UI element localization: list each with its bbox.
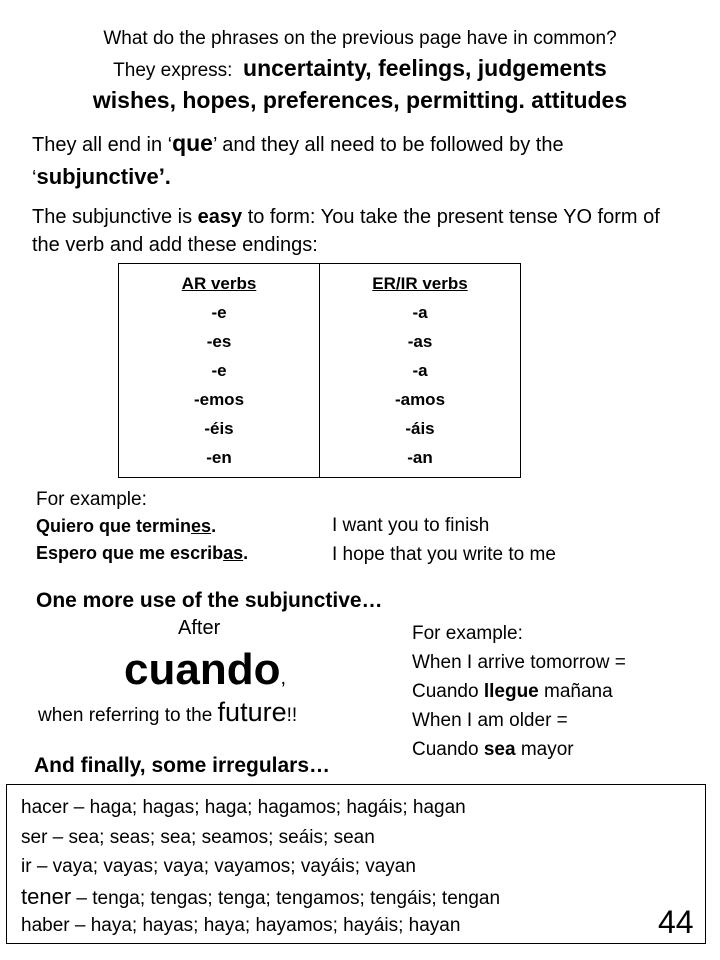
irregular-tener: [21, 882, 500, 912]
future-bang: !!: [286, 705, 298, 726]
example-heading: For example:: [36, 489, 147, 510]
tener-verb: tener: [21, 883, 72, 909]
express-list-1: uncertainty, feelings, judgements: [243, 55, 607, 81]
cuando-example-1-es: [412, 677, 626, 706]
ce2-verb: sea: [483, 739, 516, 760]
ex2-period: .: [243, 543, 249, 563]
ce2-a: Cuando: [412, 739, 484, 760]
cuando-heading: One more use of the subjunctive…: [36, 589, 383, 612]
cuando-example-1-en: When I arrive tomorrow =: [412, 652, 626, 673]
irregular-ser: ser – sea; seas; sea; seamos; seáis; sean: [21, 826, 375, 848]
endings-table: [118, 263, 521, 478]
ar-column: [119, 264, 319, 477]
ar-ending: -en: [206, 448, 232, 467]
ex1-stem: Quiero que termin: [36, 516, 192, 536]
ex2-ending: as: [223, 543, 244, 563]
er-ir-ending: -a: [412, 303, 428, 322]
er-ir-ending: -áis: [405, 419, 435, 438]
formation-part2: to form: You take the present tense YO form of the verb and add these endings:: [32, 206, 660, 256]
example-translation-1: I want you to finish: [332, 515, 490, 536]
example-spanish: [36, 513, 248, 567]
cuando-text: cuando: [124, 645, 281, 694]
ce2-c: mayor: [515, 739, 574, 760]
easy-word: easy: [197, 206, 243, 228]
er-ir-ending: -as: [407, 332, 433, 351]
irregulars-box: [6, 784, 706, 944]
formation-part1: The subjunctive is: [32, 206, 198, 228]
ce1-verb: llegue: [483, 681, 539, 702]
cuando-example-2-es: [412, 735, 626, 764]
question-line: What do the phrases on the previous page have in common?: [103, 28, 617, 49]
tener-forms: – tenga; tengas; tenga; tengamos; tengáis; tengan: [71, 887, 501, 909]
example-translation-2: I hope that you write to me: [332, 544, 556, 565]
que-note-part2: ’ and they all need to be followed by the ‘: [32, 134, 564, 189]
er-ir-ending: -an: [407, 448, 433, 467]
subjunctive-word: subjunctive’.: [36, 164, 171, 189]
ar-header: AR verbs: [181, 274, 257, 293]
ex1-ending: es: [191, 516, 212, 536]
ar-ending: -e: [211, 303, 227, 322]
que-note-part1: They all end in ‘: [32, 134, 173, 156]
formation-note: [32, 203, 692, 259]
que-word: que: [172, 130, 213, 156]
er-ir-header: ER/IR verbs: [372, 274, 468, 293]
cuando-example-2-en: When I am older =: [412, 710, 568, 731]
ex1-period: .: [211, 516, 217, 536]
irregular-haber: haber – haya; hayas; haya; hayamos; hayáis; hayan: [21, 915, 461, 936]
cuando-example-heading: For example:: [412, 623, 523, 644]
irregulars-heading: And finally, some irregulars…: [34, 754, 331, 777]
ce1-a: Cuando: [412, 681, 484, 702]
irregular-hacer: hacer – haga; hagas; haga; hagamos; hagáis; hagan: [21, 797, 466, 818]
ar-ending: -éis: [204, 419, 234, 438]
ar-ending: -emos: [193, 390, 245, 409]
future-prefix: when referring to the: [38, 705, 218, 726]
cuando-word: [124, 645, 286, 695]
future-note: [38, 697, 297, 728]
ce1-c: mañana: [538, 681, 613, 702]
irregular-ir: ir – vaya; vayas; vaya; vayamos; vayáis; vayan: [21, 856, 416, 877]
cuando-comma: ,: [280, 667, 287, 689]
er-ir-ending: -a: [412, 361, 428, 380]
express-list-2: wishes, hopes, preferences, permitting. attitudes: [92, 87, 628, 113]
ex2-stem: Espero que me escrib: [36, 543, 224, 563]
irregulars-list: [21, 793, 500, 941]
que-note: [32, 128, 682, 194]
express-prefix: They express:: [113, 60, 233, 81]
future-word: future: [217, 697, 287, 727]
er-ir-ending: -amos: [394, 390, 446, 409]
ar-ending: -e: [211, 361, 227, 380]
example-english: [332, 511, 556, 569]
example-sentence-2: [36, 540, 248, 567]
er-ir-column: [319, 264, 520, 477]
ar-ending: -es: [206, 332, 232, 351]
cuando-examples: [412, 619, 626, 764]
after-label: After: [178, 617, 221, 639]
page-number: 44: [658, 904, 694, 940]
example-sentence-1: [36, 513, 248, 540]
express-line: [0, 55, 720, 82]
